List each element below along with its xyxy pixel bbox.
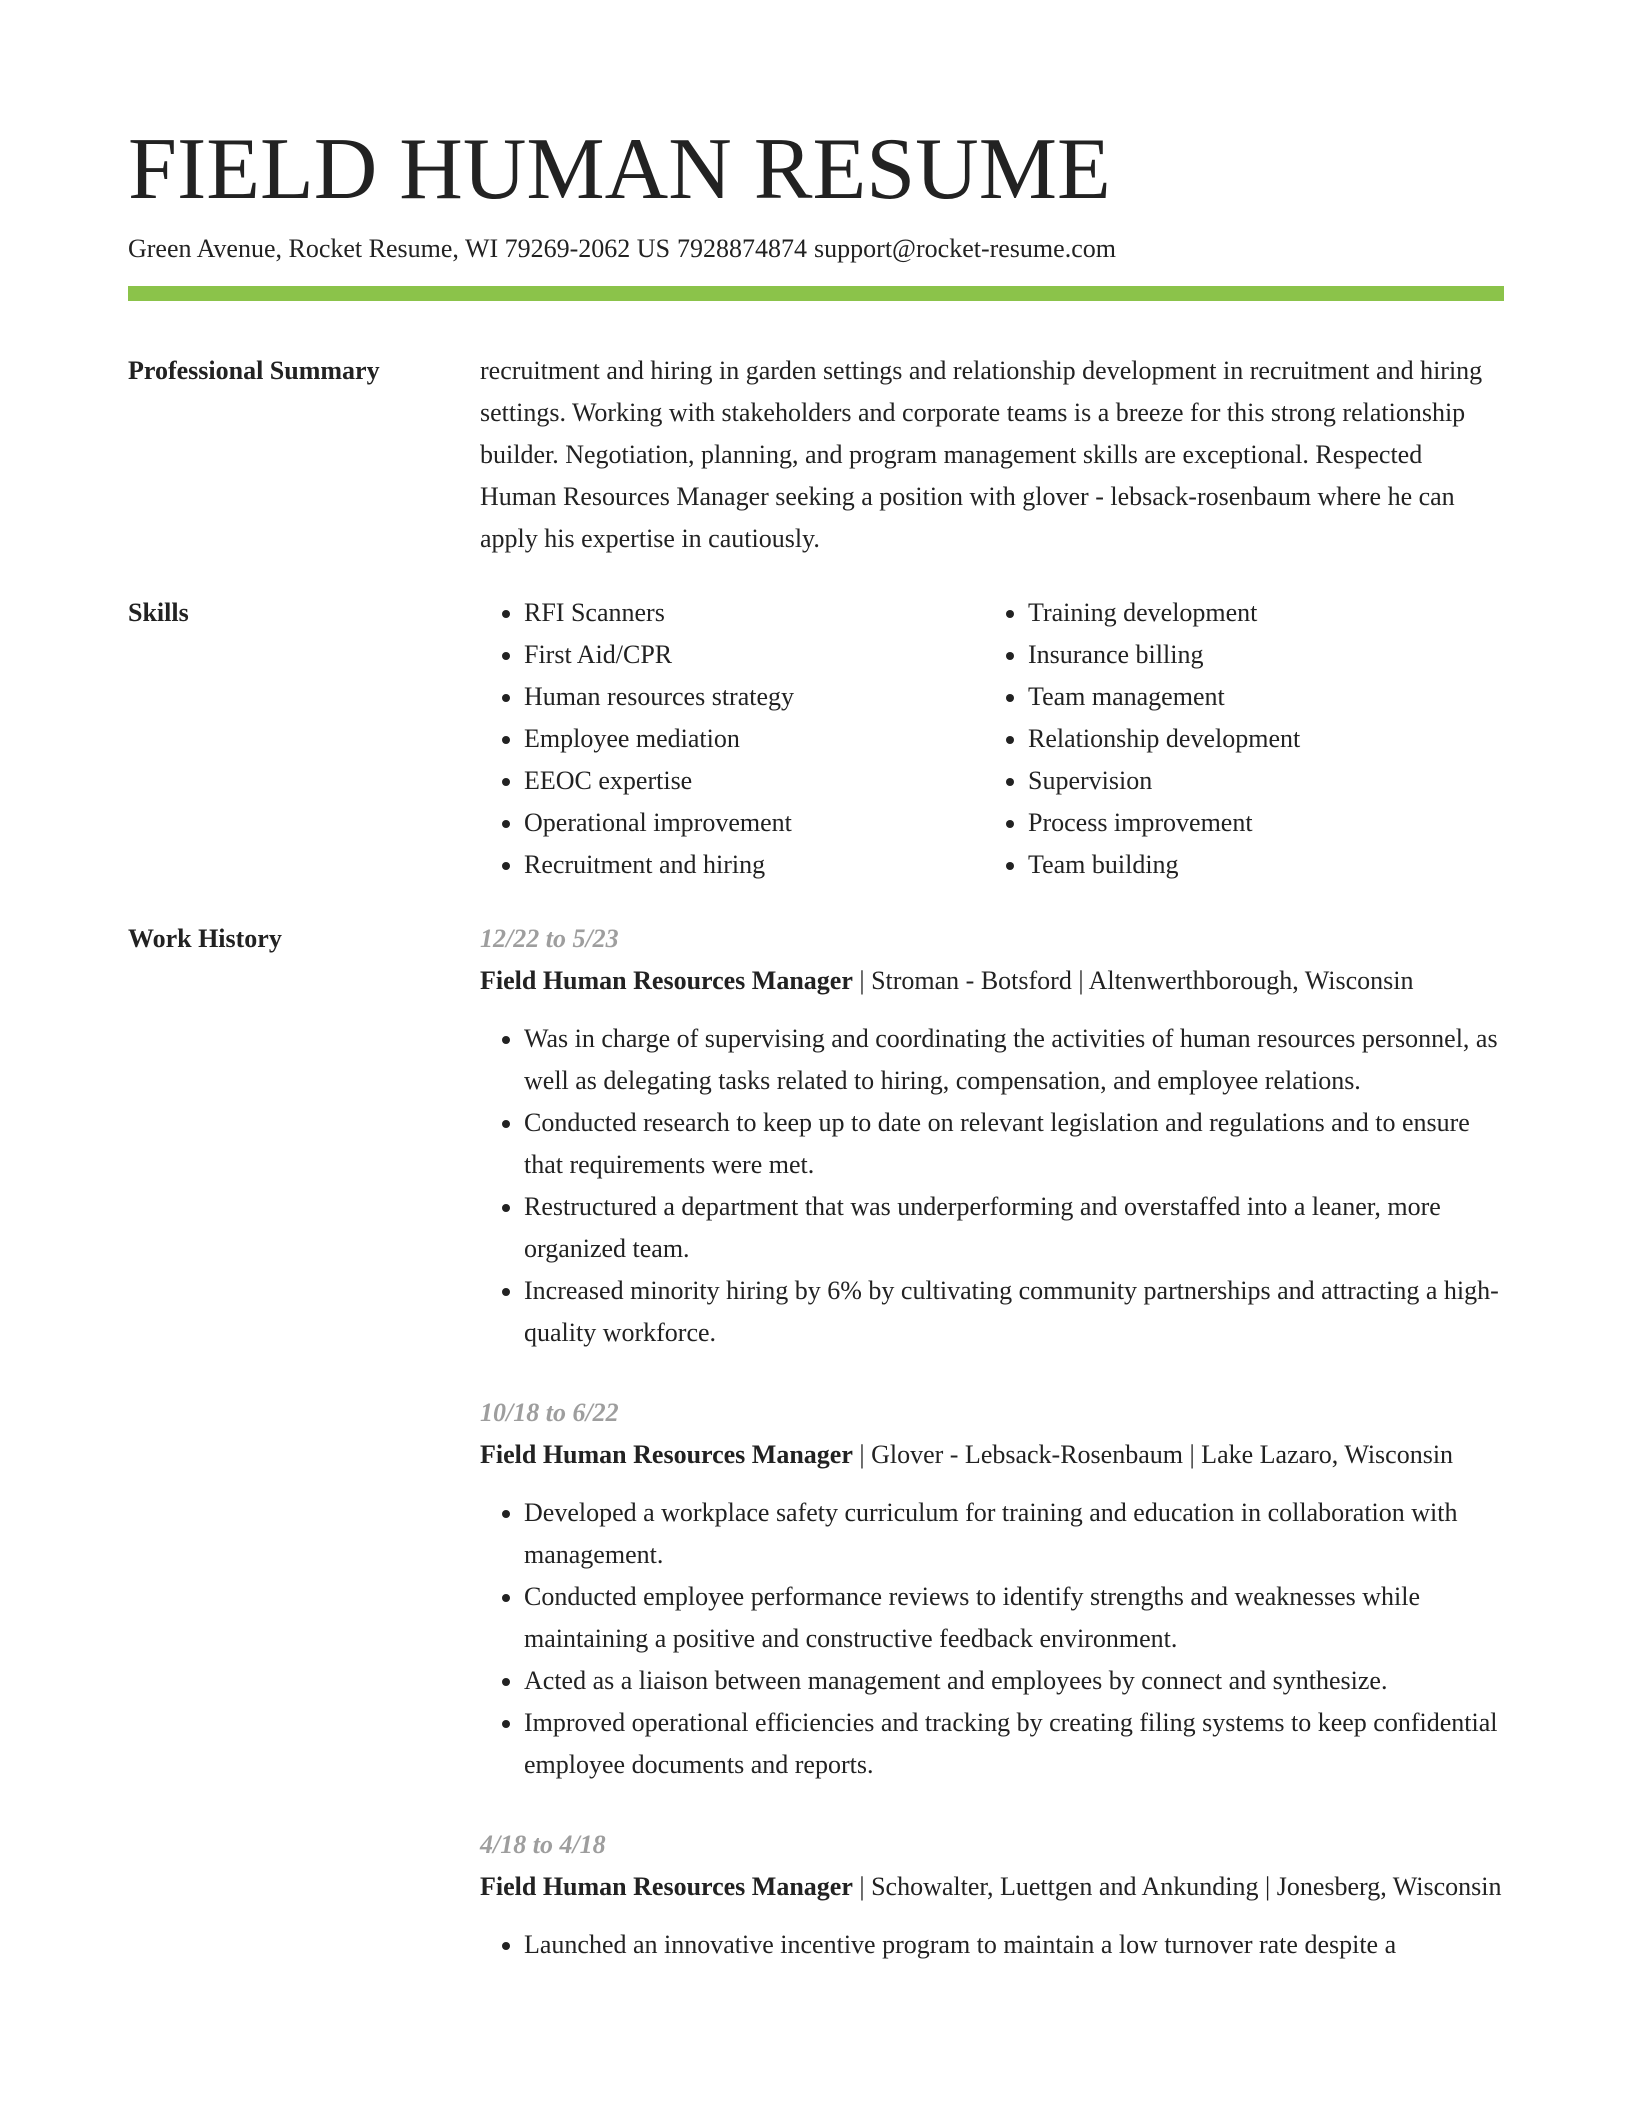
- job-title-line: [480, 1434, 1504, 1476]
- skill-item: • Operational improvement: [524, 802, 984, 844]
- job-title: Field Human Resources Manager: [480, 1440, 853, 1469]
- skill-item: • Recruitment and hiring: [524, 844, 984, 886]
- skill-item: • RFI Scanners: [524, 592, 984, 634]
- skill-item: • Training development: [1028, 592, 1488, 634]
- skill-item: • EEOC expertise: [524, 760, 984, 802]
- skill-item: • Employee mediation: [524, 718, 984, 760]
- skill-item: • Supervision: [1028, 760, 1488, 802]
- job-title: Field Human Resources Manager: [480, 966, 853, 995]
- job-dates: 12/22 to 5/23: [480, 924, 619, 953]
- skill-item: • Insurance billing: [1028, 634, 1488, 676]
- job-title-line: [480, 960, 1504, 1002]
- contact-phone: 7928874874: [677, 234, 808, 263]
- skills-list-right: [984, 592, 1488, 886]
- job-bullets: [480, 1924, 1504, 1966]
- skill-item: • Team building: [1028, 844, 1488, 886]
- job-bullet: • Improved operational efficiencies and tracking by creating filing systems to keep confidential employee documents and reports.: [524, 1702, 1504, 1786]
- job-title: Field Human Resources Manager: [480, 1872, 853, 1901]
- job-entry: [480, 1824, 1504, 1966]
- contact-address: Green Avenue, Rocket Resume, WI 79269-2062 US: [128, 234, 671, 263]
- skills-list-left: [480, 592, 984, 886]
- resume-name-heading: FIELD HUMAN RESUME: [128, 121, 1111, 218]
- job-bullet: • Restructured a department that was underperforming and overstaffed into a leaner, more organized team.: [524, 1186, 1504, 1270]
- job-employer-location: | Stroman - Botsford | Altenwerthborough, Wisconsin: [852, 966, 1414, 995]
- job-entry: [480, 918, 1504, 1354]
- header-accent-rule: [128, 286, 1504, 301]
- contact-line: [128, 232, 1116, 266]
- summary-text: recruitment and hiring in garden settings and relationship development in recruitment and hiring settings. Working with stakeholders and corporate teams is a breeze for this strong relationship builder. Negotiation, planning, and program management skills are exceptional. Respected Human Resources Manager seeking a position with glover - lebsack-rosenbaum where he can apply his expertise in cautiously.: [480, 356, 1483, 553]
- summary-body: [480, 350, 1504, 560]
- job-title-line: [480, 1866, 1504, 1908]
- job-bullet: • Increased minority hiring by 6% by cultivating community partnerships and attracting a high-quality workforce.: [524, 1270, 1504, 1354]
- job-dates: 4/18 to 4/18: [480, 1830, 606, 1859]
- contact-email: support@rocket-resume.com: [814, 234, 1116, 263]
- skill-item: • Human resources strategy: [524, 676, 984, 718]
- job-bullet: • Launched an innovative incentive program to maintain a low turnover rate despite a: [524, 1924, 1504, 1966]
- job-dates: 10/18 to 6/22: [480, 1398, 619, 1427]
- work-history-section-label: Work History: [128, 924, 282, 953]
- job-bullets: [480, 1018, 1504, 1354]
- skills-section-label: Skills: [128, 598, 189, 627]
- skill-item: • Process improvement: [1028, 802, 1488, 844]
- summary-section-label: Professional Summary: [128, 356, 380, 385]
- job-bullet: • Was in charge of supervising and coordinating the activities of human resources personnel, as well as delegating tasks related to hiring, compensation, and employee relations.: [524, 1018, 1504, 1102]
- job-bullets: [480, 1492, 1504, 1786]
- skills-columns: [480, 592, 1504, 886]
- skill-item: • Team management: [1028, 676, 1488, 718]
- job-employer-location: | Glover - Lebsack-Rosenbaum | Lake Lazaro, Wisconsin: [852, 1440, 1454, 1469]
- job-bullet: • Conducted employee performance reviews to identify strengths and weaknesses while maintaining a positive and constructive feedback environment.: [524, 1576, 1504, 1660]
- skill-item: • Relationship development: [1028, 718, 1488, 760]
- job-entry: [480, 1392, 1504, 1786]
- work-history-body: [480, 918, 1504, 1966]
- job-bullet: • Acted as a liaison between management and employees by connect and synthesize.: [524, 1660, 1504, 1702]
- job-bullet: • Developed a workplace safety curriculum for training and education in collaboration with management.: [524, 1492, 1504, 1576]
- skill-item: • First Aid/CPR: [524, 634, 984, 676]
- job-bullet: • Conducted research to keep up to date on relevant legislation and regulations and to ensure that requirements were met.: [524, 1102, 1504, 1186]
- job-employer-location: | Schowalter, Luettgen and Ankunding | Jonesberg, Wisconsin: [852, 1872, 1502, 1901]
